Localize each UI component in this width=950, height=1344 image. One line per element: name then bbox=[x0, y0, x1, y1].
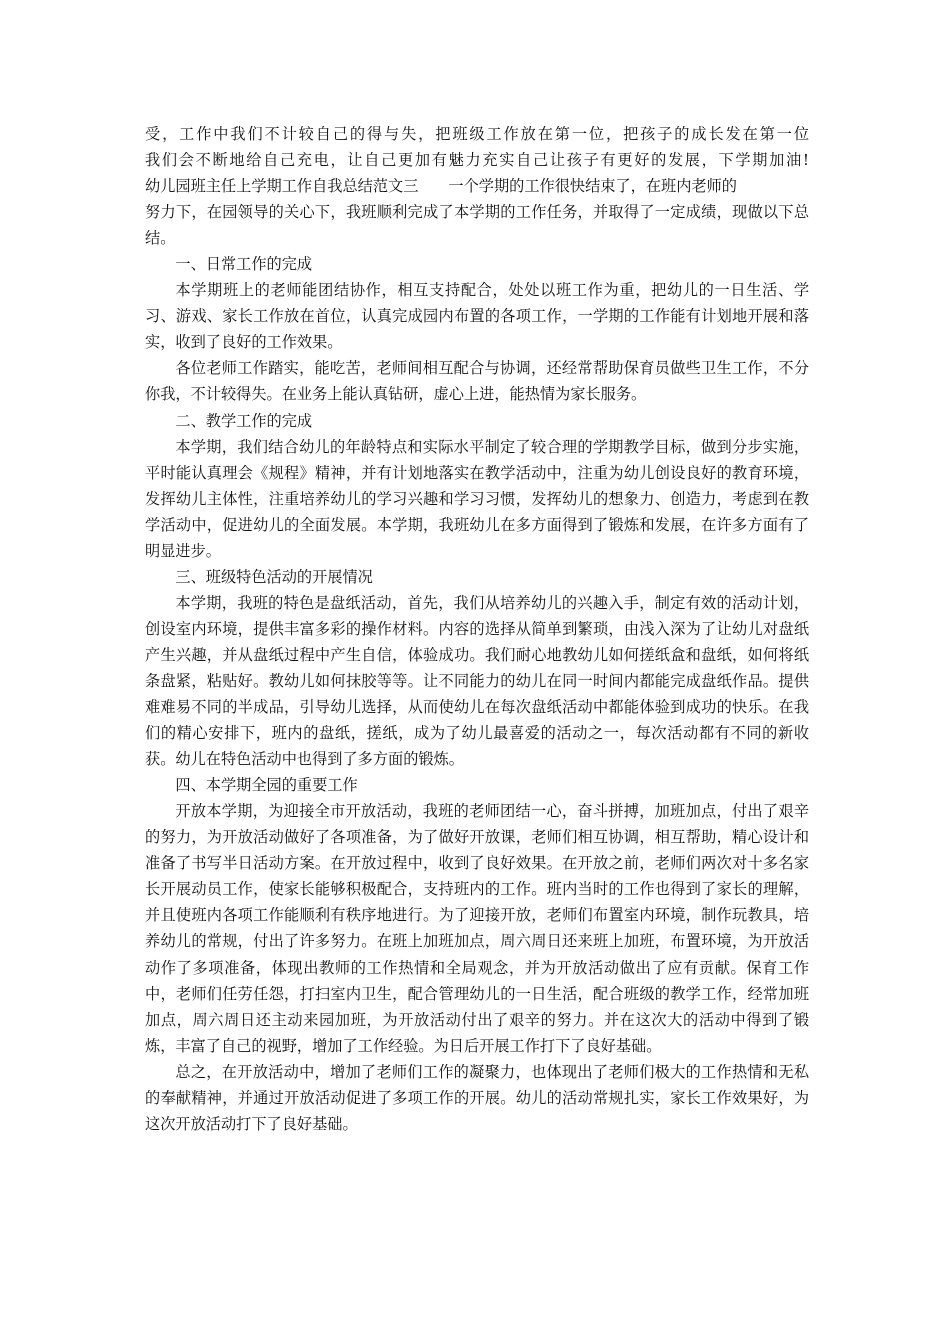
section-heading-4: 四、本学期全园的重要工作 bbox=[175, 776, 358, 795]
document-title: 幼儿园班主任上学期工作自我总结范文三 bbox=[145, 177, 419, 196]
section-2-paragraph-1: 本学期，我们结合幼儿的年龄特点和实际水平制定了较合理的学期教学目标，做到分步实施，平时能认真理会《规程》精神，并有计划地落实在教学活动中，注重为幼儿创设良好的教育环境，发挥幼儿主体性，注重培养幼儿的学习兴趣和学习习惯，发挥幼儿的想象力、创造力，考虑到在教学活动中，促进幼儿的全面发展。本学期，我班幼儿在多方面得到了锻炼和发展，在许多方面有了明显进步。 bbox=[145, 437, 809, 560]
section-heading-3: 三、班级特色活动的开展情况 bbox=[175, 567, 373, 586]
section-3-paragraph-1: 本学期，我班的特色是盘纸活动，首先，我们从培养幼儿的兴趣入手，制定有效的活动计划，创设室内环境，提供丰富多彩的操作材料。内容的选择从简单到繁琐，由浅入深为了让幼儿对盘纸产生兴趣，并从盘纸过程中产生自信，体验成功。我们耐心地教幼儿如何搓纸盒和盘纸，如何将纸条盘紧，粘贴好。教幼儿如何抹胶等等。让不同能力的幼儿在同一时间内都能完成盘纸作品。提供难难易不同的半成品，引导幼儿选择，从而使幼儿在每次盘纸活动中都能体验到成功的快乐。在我们的精心安排下，班内的盘纸，搓纸，成为了幼儿最喜爱的活动之一，每次活动都有不同的新收获。幼儿在特色活动中也得到了多方面的锻炼。 bbox=[145, 593, 809, 769]
section-heading-2: 二、教学工作的完成 bbox=[175, 411, 313, 430]
intro-line-1: 受，工作中我们不计较自己的得与失，把班级工作放在第一位，把孩子的成长发在第一位 bbox=[145, 125, 809, 143]
section-4-paragraph-1: 开放本学期，为迎接全市开放活动，我班的老师团结一心，奋斗拼搏，加班加点，付出了艰辛的努力，为开放活动做好了各项准备，为了做好开放课，老师们相互协调，相互帮助，精心设计和准备了书写半日活动方案。在开放过程中，收到了良好效果。在开放之前，老师们两次对十多名家长开展动员工作，使家长能够积极配合，支持班内的工作。班内当时的工作也得到了家长的理解，并且使班内各项工作能顺利有秩序地进行。为了迎接开放，老师们布置室内环境，制作玩教具，培养幼儿的常规，付出了许多努力。在班上加班加点，周六周日还来班上加班，布置环境，为开放活动作了多项准备，体现出教师的工作热情和全局观念，并为开放活动做出了应有贡献。保育工作中，老师们任劳任怨，打扫室内卫生，配合管理幼儿的一日生活，配合班级的教学工作，经常加班加点，周六周日还主动来园加班，为开放活动付出了艰辛的努力。并在这次大的活动中得到了锻炼，丰富了自己的视野，增加了工作经验。为日后开展工作打下了良好基础。 bbox=[145, 802, 809, 1055]
section-1-paragraph-1: 本学期班上的老师能团结协作，相互支持配合，处处以班工作为重，把幼儿的一日生活、学习、游戏、家长工作放在首位，认真完成园内布置的各项工作，一学期的工作能有计划地开展和落实，收到了良好的工作效果。 bbox=[145, 281, 809, 352]
title-lead-text: 一个学期的工作很快结束了，在班内老师的 bbox=[448, 177, 737, 196]
section-1-paragraph-2: 各位老师工作踏实，能吃苦，老师间相互配合与协调，还经常帮助保育员做些卫生工作，不分你我，不计较得失。在业务上能认真钻研，虚心上进，能热情为家长服务。 bbox=[145, 359, 809, 404]
document-title-line bbox=[145, 173, 809, 199]
section-heading-1: 一、日常工作的完成 bbox=[175, 255, 313, 274]
intro-line-2: 我们会不断地给自己充电，让自己更加有魅力充实自己让孩子有更好的发展，下学期加油! bbox=[145, 151, 809, 170]
document-page bbox=[145, 121, 809, 1137]
title-continuation: 努力下，在园领导的关心下，我班顺利完成了本学期的工作任务，并取得了一定成绩，现做以下总结。 bbox=[145, 203, 809, 248]
section-4-paragraph-2: 总之，在开放活动中，增加了老师们工作的凝聚力，也体现出了老师们极大的工作热情和无私的奉献精神，并通过开放活动促进了多项工作的开展。幼儿的活动常规扎实，家长工作效果好，为这次开放活动打下了良好基础。 bbox=[145, 1062, 809, 1133]
